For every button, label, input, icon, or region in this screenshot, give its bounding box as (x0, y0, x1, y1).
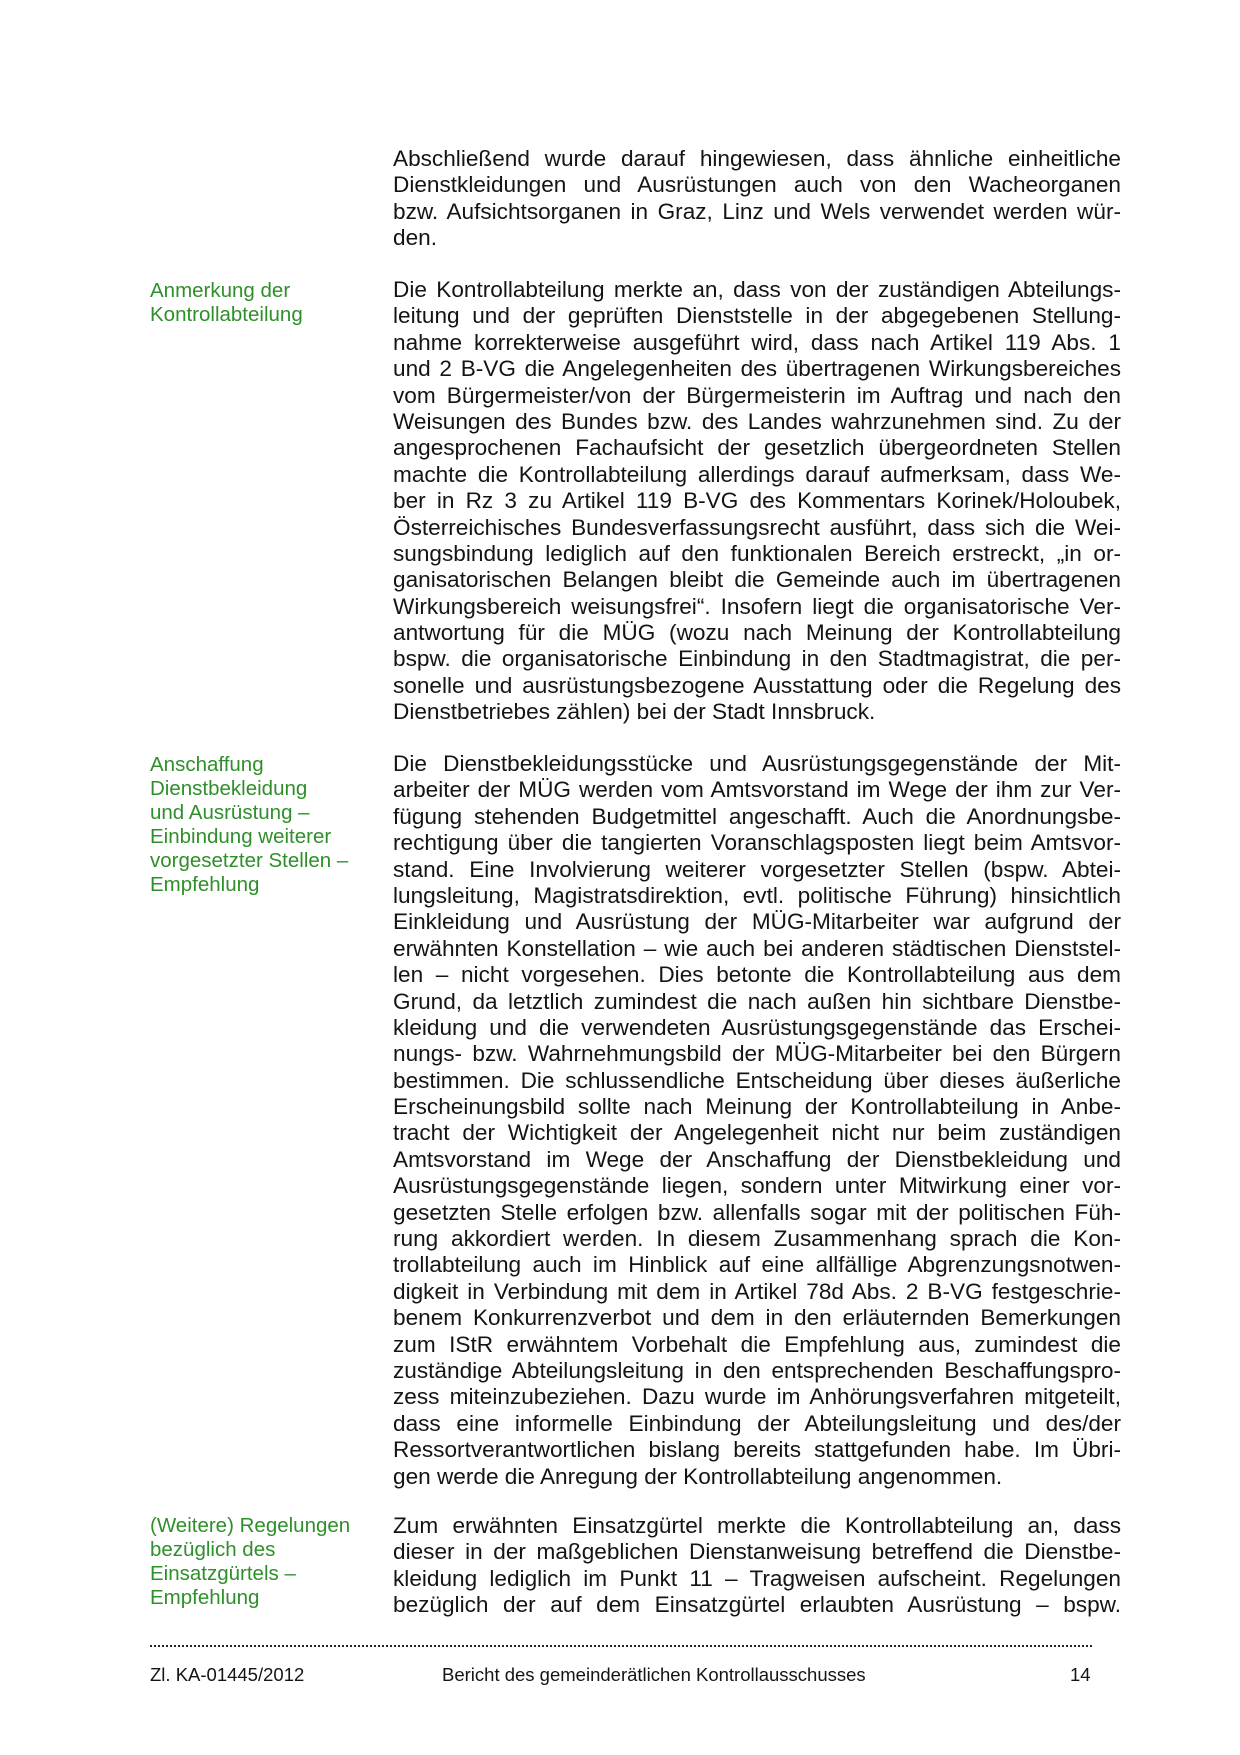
body-line: rung akkordiert werden. In diesem Zusammenhang sprach die Kon- (393, 1226, 1121, 1252)
body-line: Die Dienstbekleidungsstücke und Ausrüstungsgegenstände der Mit- (393, 751, 1121, 776)
body-line: Österreichisches Bundesverfassungsrecht ausführt, dass sich die Wei- (393, 514, 1121, 540)
section-body (393, 751, 1121, 1490)
margin-heading-line: Anschaffung (150, 753, 264, 776)
body-line: ber in Rz 3 zu Artikel 119 B-VG des Kommentars Korinek/Holoubek, (393, 488, 1121, 514)
body-line: tracht der Wichtigkeit der Angelegenheit nicht nur beim zuständigen (393, 1120, 1121, 1146)
section-body (393, 146, 1121, 252)
body-line: machte die Kontrollabteilung allerdings darauf aufmerksam, dass We- (393, 461, 1121, 487)
section-body (393, 1513, 1121, 1619)
body-line: Einkleidung und Ausrüstung der MÜG-Mitarbeiter war aufgrund der (393, 909, 1121, 935)
margin-heading-line: Empfehlung (150, 1586, 260, 1609)
section-body (393, 277, 1121, 726)
body-line: dass eine informelle Einbindung der Abteilungsleitung und des/der (393, 1410, 1121, 1436)
body-line: zum IStR erwähntem Vorbehalt die Empfehlung aus, zumindest die (393, 1331, 1121, 1357)
body-line: digkeit in Verbindung mit dem in Artikel 78d Abs. 2 B-VG festgeschrie- (393, 1278, 1121, 1304)
body-line: bspw. die organisatorische Einbindung in den Stadtmagistrat, die per- (393, 646, 1121, 672)
page-number: 14 (1070, 1664, 1091, 1685)
margin-heading-line: Empfehlung (150, 873, 260, 896)
footer-divider (150, 1645, 1092, 1647)
margin-heading-line: Einsatzgürtels – (150, 1562, 296, 1585)
body-line: fügung stehenden Budgetmittel angeschafft. Auch die Anordnungsbe- (393, 803, 1121, 829)
margin-heading-line: Einbindung weiterer (150, 825, 332, 848)
margin-heading-line: bezüglich des (150, 1538, 276, 1561)
body-line: antwortung für die MÜG (wozu nach Meinung der Kontrollabteilung (393, 620, 1121, 646)
footer-reference: Zl. KA-01445/2012 (150, 1664, 305, 1685)
body-line: Abschließend wurde darauf hingewiesen, dass ähnliche einheitliche (393, 146, 1121, 171)
margin-heading-line: Kontrollabteilung (150, 303, 303, 326)
body-line: vom Bürgermeister/von der Bürgermeisterin im Auftrag und nach den (393, 382, 1121, 408)
body-line: Weisungen des Bundes bzw. des Landes wahrzunehmen sind. Zu der (393, 408, 1121, 434)
body-line: dieser in der maßgeblichen Dienstanweisung betreffend die Dienstbe- (393, 1539, 1121, 1565)
footer-title: Bericht des gemeinderätlichen Kontrollausschusses (442, 1664, 866, 1685)
body-line: trollabteilung auch im Hinblick auf eine allfällige Abgrenzungsnotwen- (393, 1252, 1121, 1278)
body-line: kleidung lediglich im Punkt 11 – Tragweisen aufscheint. Regelungen (393, 1565, 1121, 1591)
body-line: Ressortverantwortlichen bislang bereits stattgefunden habe. Im Übri- (393, 1437, 1121, 1463)
margin-heading (150, 753, 370, 897)
body-line: bestimmen. Die schlussendliche Entscheidung über dieses äußerliche (393, 1067, 1121, 1093)
margin-heading (150, 279, 370, 327)
body-line: gesetzten Stelle erfolgen bzw. allenfalls sogar mit der politischen Füh- (393, 1199, 1121, 1225)
body-line: den. (393, 225, 437, 251)
body-line: rechtigung über die tangierten Voranschlagsposten liegt beim Amtsvor- (393, 830, 1121, 856)
margin-heading-line: (Weitere) Regelungen (150, 1514, 351, 1537)
body-line: stand. Eine Involvierung weiterer vorgesetzter Stellen (bspw. Abtei- (393, 856, 1121, 882)
body-line: Zum erwähnten Einsatzgürtel merkte die Kontrollabteilung an, dass (393, 1513, 1121, 1538)
body-line: Wirkungsbereich weisungsfrei“. Insofern liegt die organisatorische Ver- (393, 593, 1121, 619)
body-line: sonelle und ausrüstungsbezogene Ausstattung oder die Regelung des (393, 672, 1121, 698)
margin-heading (150, 1514, 370, 1610)
body-line: bezüglich der auf dem Einsatzgürtel erlaubten Ausrüstung – bspw. (393, 1592, 1121, 1618)
body-line: len – nicht vorgesehen. Dies betonte die Kontrollabteilung aus dem (393, 962, 1121, 988)
margin-heading-line: Anmerkung der (150, 279, 291, 302)
body-line: arbeiter der MÜG werden vom Amtsvorstand im Wege der ihm zur Ver- (393, 777, 1121, 803)
body-line: nungs- bzw. Wahrnehmungsbild der MÜG-Mitarbeiter bei den Bürgern (393, 1041, 1121, 1067)
body-line: benem Konkurrenzverbot und dem in den erläuternden Bemerkungen (393, 1305, 1121, 1331)
body-line: gen werde die Anregung der Kontrollabteilung angenommen. (393, 1463, 1003, 1489)
body-line: kleidung und die verwendeten Ausrüstungsgegenstände das Erschei- (393, 1014, 1121, 1040)
body-line: Dienstkleidungen und Ausrüstungen auch von den Wacheorganen (393, 172, 1121, 198)
body-line: und 2 B-VG die Angelegenheiten des übertragenen Wirkungsbereiches (393, 356, 1121, 382)
body-line: ganisatorischen Belangen bleibt die Gemeinde auch im übertragenen (393, 567, 1121, 593)
body-line: lungsleitung, Magistratsdirektion, evtl. politische Führung) hinsichtlich (393, 882, 1121, 908)
body-line: leitung und der geprüften Dienststelle in der abgegebenen Stellung- (393, 303, 1121, 329)
margin-heading-line: vorgesetzter Stellen – (150, 849, 349, 872)
body-line: zuständige Abteilungsleitung in den entsprechenden Beschaffungspro- (393, 1357, 1121, 1383)
body-line: sungsbindung lediglich auf den funktionalen Bereich erstreckt, „in or- (393, 540, 1121, 566)
body-line: Die Kontrollabteilung merkte an, dass von der zuständigen Abteilungs- (393, 277, 1121, 302)
body-line: Grund, da letztlich zumindest die nach außen hin sichtbare Dienstbe- (393, 988, 1121, 1014)
body-line: zess miteinzubeziehen. Dazu wurde im Anhörungsverfahren mitgeteilt, (393, 1384, 1121, 1410)
body-line: Amtsvorstand im Wege der Anschaffung der Dienstbekleidung und (393, 1146, 1121, 1172)
body-line: angesprochenen Fachaufsicht der gesetzlich übergeordneten Stellen (393, 435, 1121, 461)
body-line: Dienstbetriebes zählen) bei der Stadt Innsbruck. (393, 699, 876, 725)
body-line: Erscheinungsbild sollte nach Meinung der Kontrollabteilung in Anbe- (393, 1094, 1121, 1120)
body-line: bzw. Aufsichtsorganen in Graz, Linz und Wels verwendet werden wür- (393, 198, 1121, 224)
body-line: Ausrüstungsgegenstände liegen, sondern unter Mitwirkung einer vor- (393, 1173, 1121, 1199)
margin-heading-line: Dienstbekleidung (150, 777, 308, 800)
body-line: erwähnten Konstellation – wie auch bei anderen städtischen Dienststel- (393, 935, 1121, 961)
body-line: nahme korrekterweise ausgeführt wird, dass nach Artikel 119 Abs. 1 (393, 329, 1121, 355)
margin-heading-line: und Ausrüstung – (150, 801, 310, 824)
